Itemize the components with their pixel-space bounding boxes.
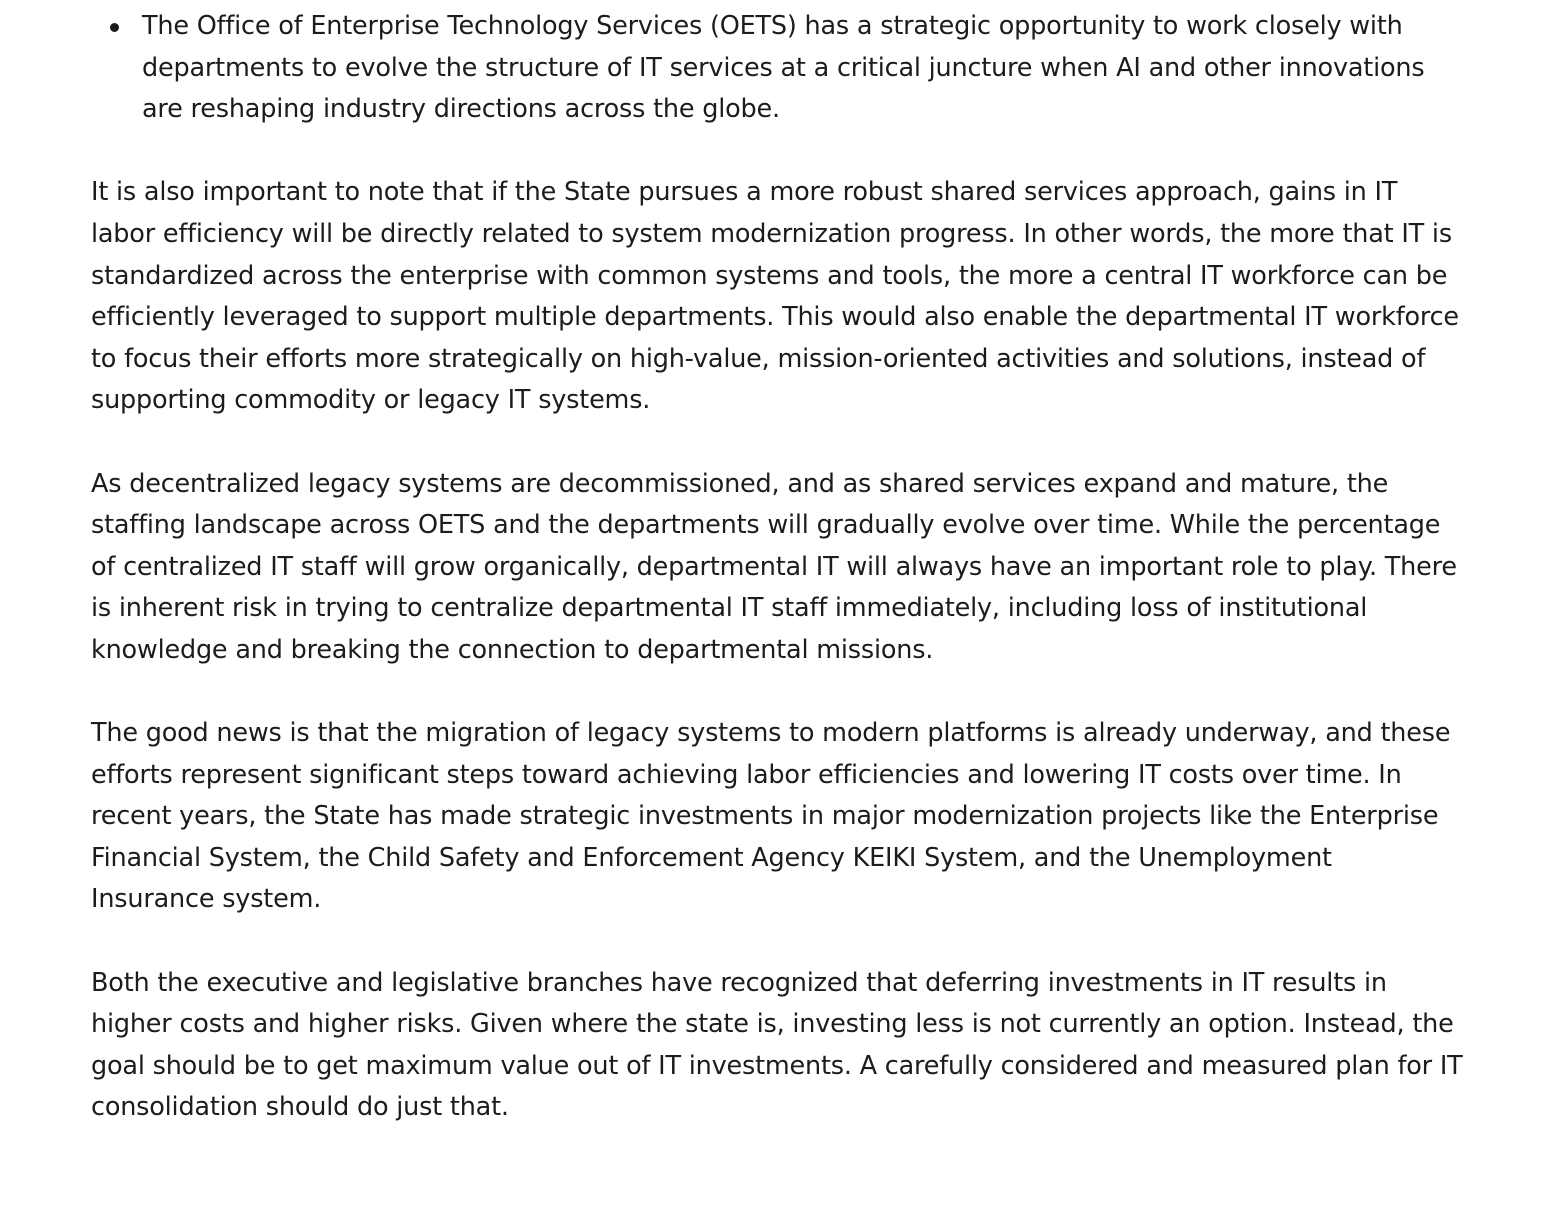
paragraph-executive-legislative: Both the executive and legislative branches have recognized that deferring investments in IT results in higher costs and higher risks. Given where the state is, investing less is not currently an option. Instead, the goal should be to get maximum value out of IT investments. A carefully considered and measured plan for IT consolidation should do just that. (91, 967, 1463, 1123)
bullet-text: The Office of Enterprise Technology Services (OETS) has a strategic opportunity to work closely with departments to evolve the structure of IT services at a critical juncture when AI and other innovations are reshaping industry directions across the globe. (142, 11, 1425, 125)
paragraph-decentralized-legacy: As decentralized legacy systems are decommissioned, and as shared services expand and mature, the staffing landscape across OETS and the departments will gradually evolve over time. While the percentage of centralized IT staff will grow organically, departmental IT will always have an important role to play. There is inherent risk in trying to centralize departmental IT staff immediately, including loss of institutional knowledge and breaking the connection to departmental missions. (91, 468, 1457, 665)
bullet-list (91, 6, 1463, 131)
bullet-dot-icon (110, 23, 119, 32)
paragraph-shared-services: It is also important to note that if the State pursues a more robust shared services approach, gains in IT labor efficiency will be directly related to system modernization progress. In other words, the more that IT is standardized across the enterprise with common systems and tools, the more a central IT workforce can be efficiently leveraged to support multiple departments. This would also enable the departmental IT workforce to focus their efforts more strategically on high-value, mission-oriented activities and solutions, instead of supporting commodity or legacy IT systems. (91, 177, 1459, 416)
document-page (91, 6, 1463, 1129)
bullet-item (91, 6, 1463, 131)
paragraph-good-news: The good news is that the migration of legacy systems to modern platforms is already underway, and these efforts represent significant steps toward achieving labor efficiencies and lowering IT costs over time. In recent years, the State has made strategic investments in major modernization projects like the Enterprise Financial System, the Child Safety and Enforcement Agency KEIKI System, and the Unemployment Insurance system. (91, 718, 1451, 915)
